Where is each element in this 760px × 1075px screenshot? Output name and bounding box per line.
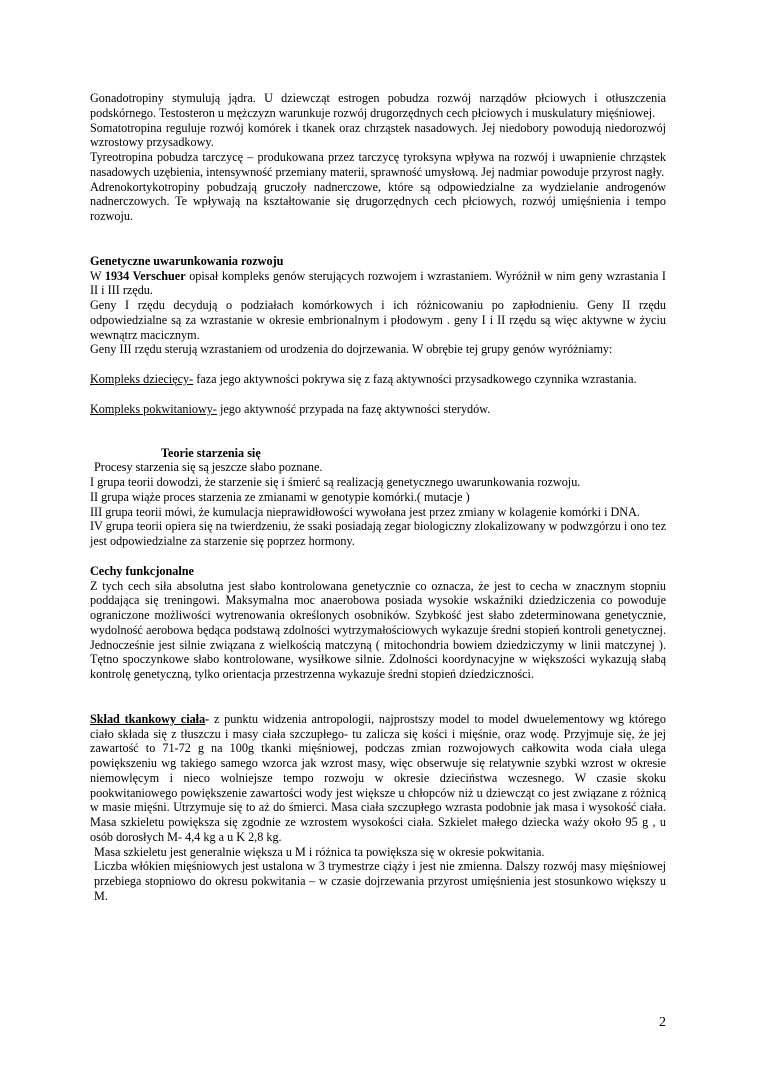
paragraph-grupa-i: I grupa teorii dowodzi, że starzenie się i śmierć są realizacją genetycznego uwarunkowania rozwoju. <box>90 475 581 489</box>
paragraph-somatotropina: Somatotropina reguluje rozwój komórek i tkanek oraz chrząstek nasadowych. Jej niedobory powodują niedorozwój wzrostowy przysadkowy. <box>90 120 666 150</box>
term-kompleks-pokwitaniowy: Kompleks pokwitaniowy- <box>90 401 217 416</box>
paragraph-verschuer <box>90 269 666 299</box>
verschuer-bold: 1934 Verschuer <box>104 268 186 283</box>
term-sklad-tkankowy: Skład tkankowy ciała <box>90 711 206 726</box>
text-kompleks-dzieciecy: faza jego aktywności pokrywa się z fazą aktywności przysadkowego czynnika wzrastania. <box>193 372 637 386</box>
paragraph-liczba-wlokien: Liczba włókien mięśniowych jest ustalona w 3 trymestrze ciąży i jest nie zmienna. Dalszy rozwój masy mięśniowej przebiega stopniowo do okresu pokwitania – w czasie dojrzewania przyrost umięśnienia jest stosunkowo większy u M. <box>94 859 666 903</box>
paragraph-sklad-tkankowy <box>90 712 666 845</box>
paragraph-cechy-funkcjonalne: Z tych cech siła absolutna jest słabo kontrolowana genetycznie co oznacza, że jest to cecha w znacznym stopniu poddająca się treningowi. Maksymalna moc anaerobowa posiada wysokie wskaźniki dziedziczenia co powoduje ograniczone możliwości wytrenowania określonych osobników. Szybkość jest słabo zdeterminowana genetycznie, wydolność aerobowa będąca podstawą zdolności wytrzymałościowych wykazuje średni stopień kontroli genetycznej. Jednocześnie jest silnie związana z wielkością matczyną ( mitochondria bowiem dziedziczymy w linii matczynej ). Tętno spoczynkowe słabo kontrolowane, wysiłkowe silnie. Zdolności koordynacyjne w większości wykazują słabą kontrolę genetyczną, tylko orientacja przestrzenna wykazuje średni stopień dziedziczności. <box>90 578 666 681</box>
paragraph-kompleks-dzieciecy <box>90 372 666 387</box>
document-page <box>90 91 666 904</box>
paragraph-procesy-starzenia: Procesy starzenia się są jeszcze słabo poznane. <box>94 460 323 475</box>
paragraph-grupa-ii: II grupa wiąże proces starzenia ze zmianami w genotypie komórki.( mutacje ) <box>90 489 470 504</box>
paragraph-geny-i-ii: Geny I rzędu decydują o podziałach komórkowych i ich różnicowaniu po zapłodnieniu. Geny II rzędu odpowiedzialne są za wzrastanie w okresie embrionalnym i płodowym . geny I i II rzędu są więc aktywne w życiu wewnątrz macicznym. <box>90 298 666 342</box>
text-kompleks-pokwitaniowy: jego aktywność przypada na fazę aktywności sterydów. <box>216 401 491 416</box>
paragraph-tyreotropina: Tyreotropina pobudza tarczycę – produkowana przez tarczycę tyroksyna wpływa na rozwój i uwapnienie chrząstek nasadowych uzębienia, intensywność przemiany materii, sprawność umysłową. Jej nadmiar powoduje przyrost nagły. <box>90 150 666 179</box>
paragraph-kompleks-pokwitaniowy <box>90 402 666 417</box>
paragraph-grupa-iv: IV grupa teorii opiera się na twierdzeniu, że ssaki posiadają zegar biologiczny zlokalizowany w podwzgórzu i ono tez jest odpowiedzialne za starzenie się poprzez hormony. <box>90 519 666 548</box>
text-sklad-tkankowy: z punktu widzenia antropologii, najprostszy model to model dwuelementowy wg którego ciało składa się z tłuszczu i masy ciała szczupłego- tu zalicza się kości i mięśnie, oraz wodę. Przyjmuje się, że jej zawartość to 71-72 g na 100g tkanki mięśniowej, podczas zmian rozwojowych całkowita woda ciała ulega powiększeniu wg takiego samego wzorca jak wzrost masy, więc obserwuje się relatywnie szybki wzrost w okresie niemowlęcym i nieco wolniejsze tempo rozwoju w okresie dzieciństwa wczesnego. W czasie skoku pookwitaniowego powiększenie zawartości wody jest większe u chłopców niż u dziewcząt co jest związane z różnicą w masie mięśni. Utrzymuje się to aż do śmierci. Masa ciała szczupłego wzrasta podobnie jak masa i wysokość ciała. Masa szkieletu powiększa się zgodnie ze wzrostem wysokości ciała. Szkielet małego dziecka waży około 95 g , u osób dorosłych M- 4,4 kg a u K 2,8 kg. <box>90 711 666 844</box>
page-number: 2 <box>659 1015 666 1030</box>
term-sklad-tkankowy-dash: - <box>205 711 210 726</box>
verschuer-text: opisał kompleks genów sterujących rozwojem i wzrastaniem. Wyróżnił w nim geny wzrastania I II i III rzędu. <box>90 268 666 298</box>
paragraph-gonadotropiny: Gonadotropiny stymulują jądra. U dziewcząt estrogen pobudza rozwój narządów płciowych i otłuszczenia podskórnego. Testosteron u mężczyzn warunkuje rozwój drugorzędnych cech płciowych i muskulatury mięśniowej. <box>90 91 666 120</box>
heading-teorie-starzenia: Teorie starzenia się <box>161 445 261 460</box>
paragraph-adrenokortykotropiny: Adrenokortykotropiny pobudzają gruczoły nadnerczowe, które są odpowiedzialne za wydzielanie androgenów nadnerczowych. Te wpływają na kształtowanie się drugorzędnych cech płciowych, rozwój umięśnienia i tempo rozwoju. <box>90 179 666 223</box>
heading-cechy-funkcjonalne: Cechy funkcjonalne <box>90 563 194 578</box>
term-kompleks-dzieciecy: Kompleks dziecięcy- <box>90 372 194 386</box>
heading-genetyczne: Genetyczne uwarunkowania rozwoju <box>90 253 284 268</box>
paragraph-grupa-iii: III grupa teorii mówi, że kumulacja nieprawidłowości wywołana jest przez zmiany w kolagenie komórki i DNA. <box>90 504 640 519</box>
paragraph-geny-iii: Geny III rzędu sterują wzrastaniem od urodzenia do dojrzewania. W obrębie tej grupy genów wyróżniamy: <box>90 342 613 357</box>
verschuer-prefix: W <box>90 268 105 283</box>
paragraph-masa-szkieletu: Masa szkieletu jest generalnie większa u M i różnica ta powiększa się w okresie pokwitania. <box>94 844 545 859</box>
